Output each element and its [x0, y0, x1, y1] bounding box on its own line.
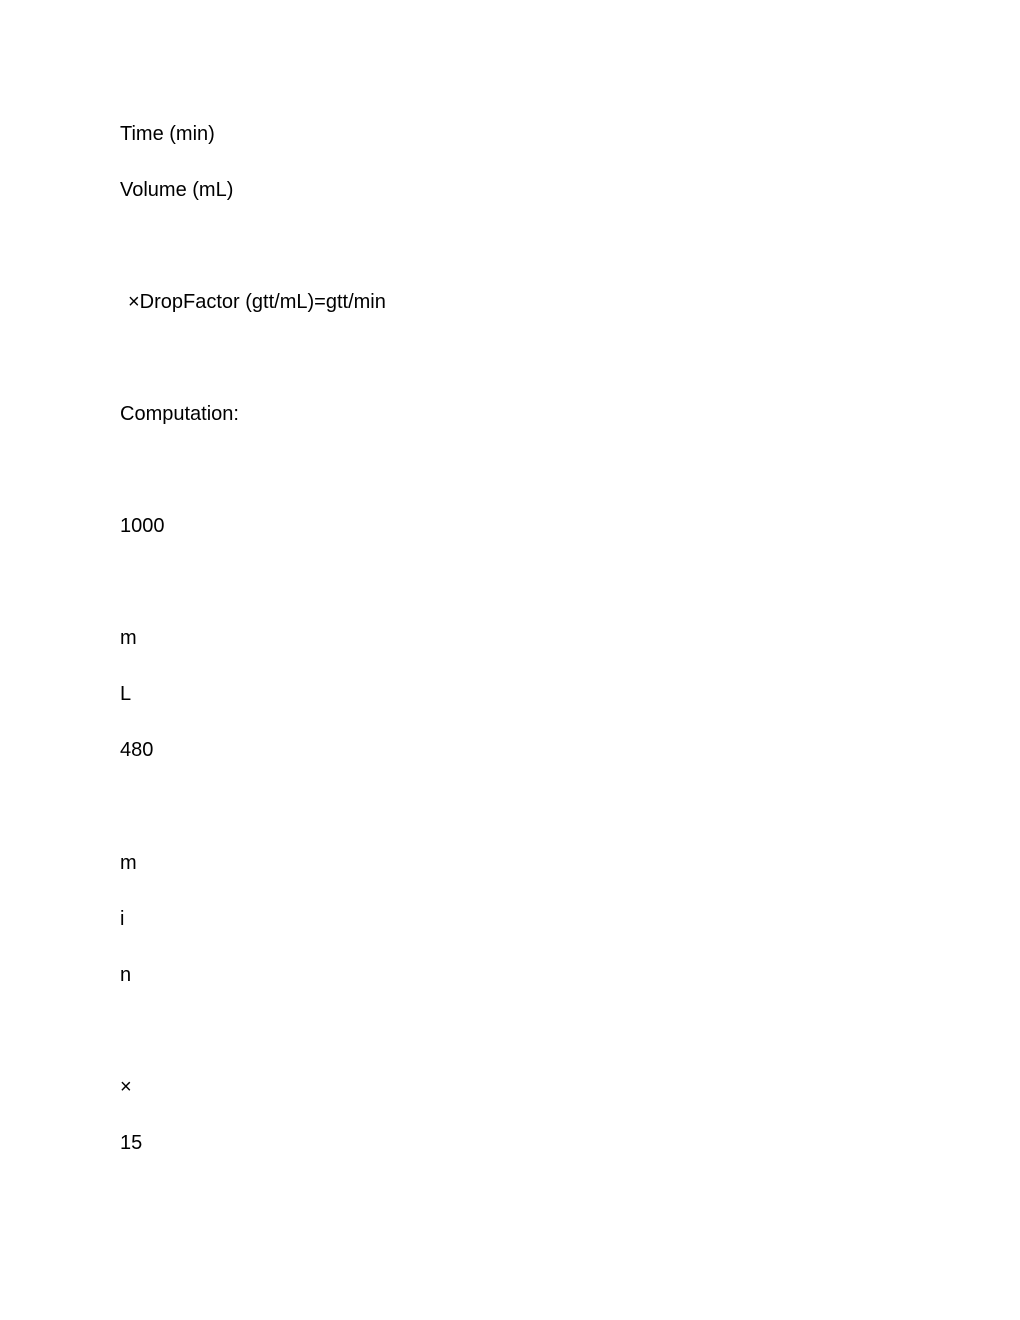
computation-heading: Computation: [120, 403, 239, 425]
computation-multiply-sign: × [120, 1076, 132, 1098]
computation-unit-i: i [120, 908, 125, 930]
formula-drop-factor-text: ×DropFactor (gtt/mL)=gtt/min [128, 291, 386, 313]
computation-unit-m-time: m [120, 852, 137, 874]
computation-volume-value: 1000 [120, 515, 165, 537]
formula-denominator-label: Time (min) [120, 123, 215, 145]
computation-unit-l: L [120, 683, 132, 705]
formula-numerator-label: Volume (mL) [120, 179, 234, 201]
computation-time-value: 480 [120, 739, 154, 761]
computation-unit-m: m [120, 627, 137, 649]
computation-drop-factor-value: 15 [120, 1132, 143, 1154]
computation-unit-n: n [120, 964, 132, 986]
